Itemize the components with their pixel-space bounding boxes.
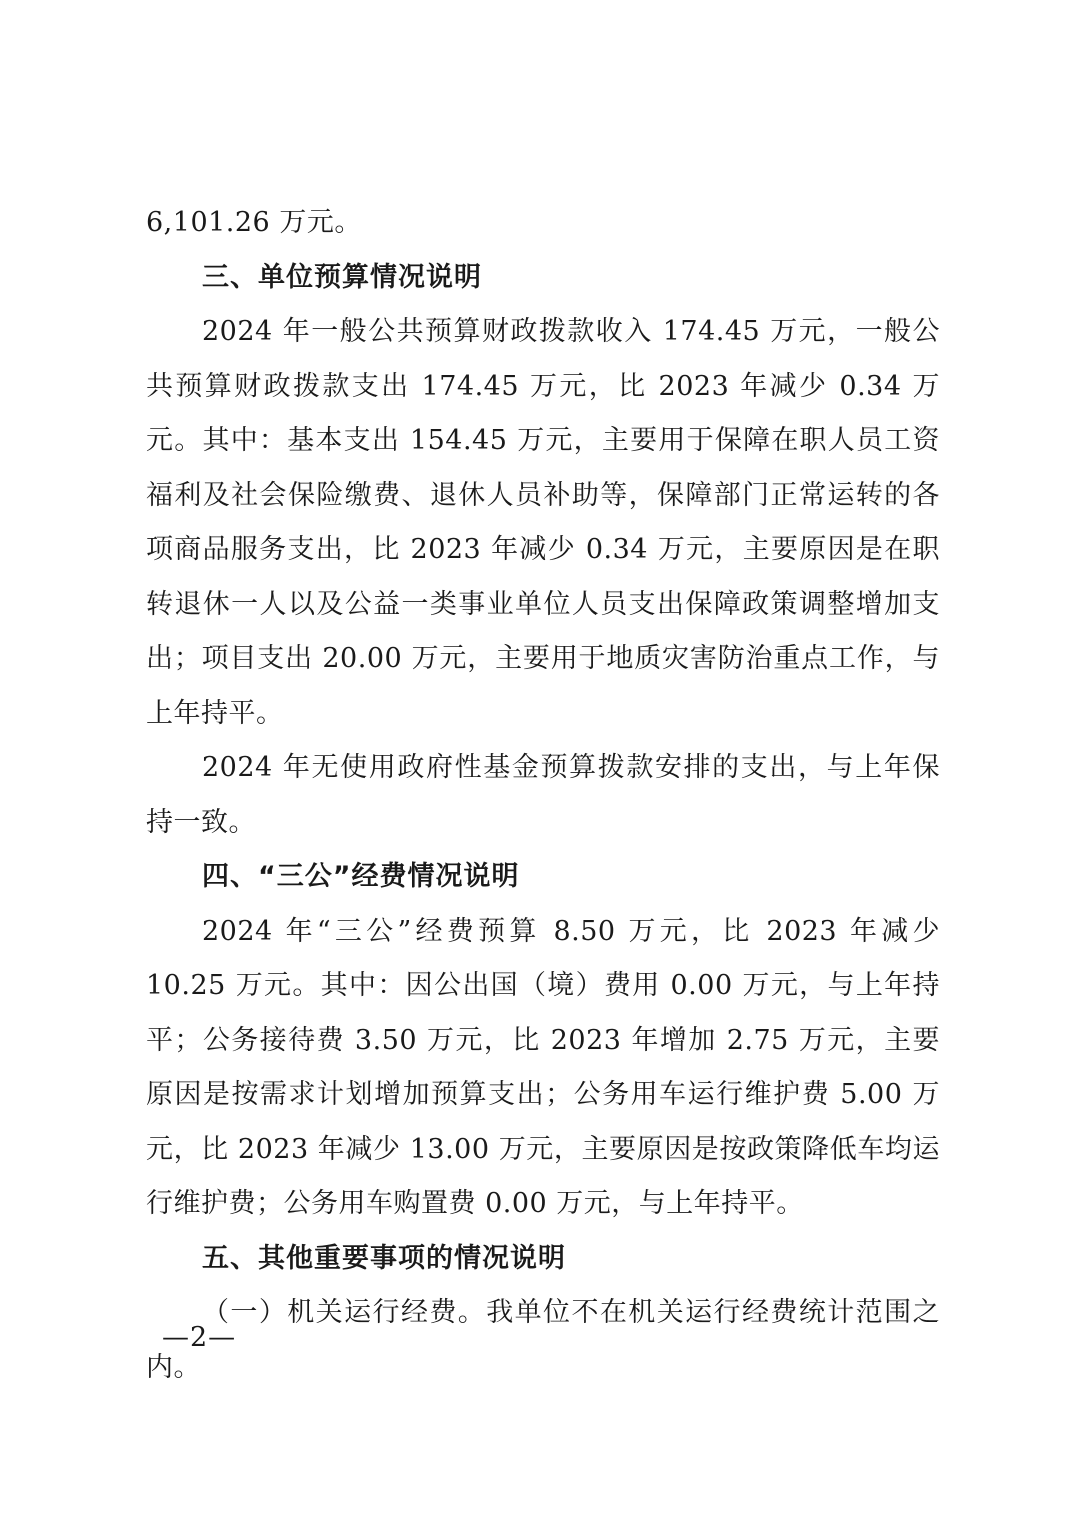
section-heading-unit-budget: 三、单位预算情况说明 <box>202 261 482 293</box>
document-body <box>146 196 940 1395</box>
page-number: —2— <box>162 1322 237 1353</box>
section-heading-three-public-expenses: 四、“三公”经费情况说明 <box>202 861 520 892</box>
paragraph-general-budget: 2024 年一般公共预算财政拨款收入 174.45 万元，一般公共预算财政拨款支出 174.45 万元，比 2023 年减少 0.34 万元。其中：基本支出 154.45 万元，主要用于保障在职人员工资福利及社会保险缴费、退休人员补助等，保障部门正常运转的各项商品服务支出，比 2023 年减少 0.34 万元，主要原因是在职转退休一人以及公益一类事业单位人员支出保障政策调整增加支出；项目支出 20.00 万元，主要用于地质灾害防治重点工作，与上年持平。 <box>146 316 940 729</box>
paragraph-government-fund: 2024 年无使用政府性基金预算拨款安排的支出，与上年保持一致。 <box>146 752 940 838</box>
paragraph-operating-expenses: （一）机关运行经费。我单位不在机关运行经费统计范围之内。 <box>146 1297 940 1383</box>
paragraph-three-public-expenses: 2024 年“三公”经费预算 8.50 万元，比 2023 年减少 10.25 万元。其中：因公出国（境）费用 0.00 万元，与上年持平；公务接待费 3.50 万元，比 2023 年增加 2.75 万元，主要原因是按需求计划增加预算支出；公务用车运行维护费 5.00 万元，比 2023 年减少 13.00 万元，主要原因是按政策降低车均运行维护费；公务用车购置费 0.00 万元，与上年持平。 <box>146 915 940 1219</box>
paragraph-continuation: 6,101.26 万元。 <box>146 207 362 238</box>
section-heading-other-matters: 五、其他重要事项的情况说明 <box>202 1242 566 1274</box>
